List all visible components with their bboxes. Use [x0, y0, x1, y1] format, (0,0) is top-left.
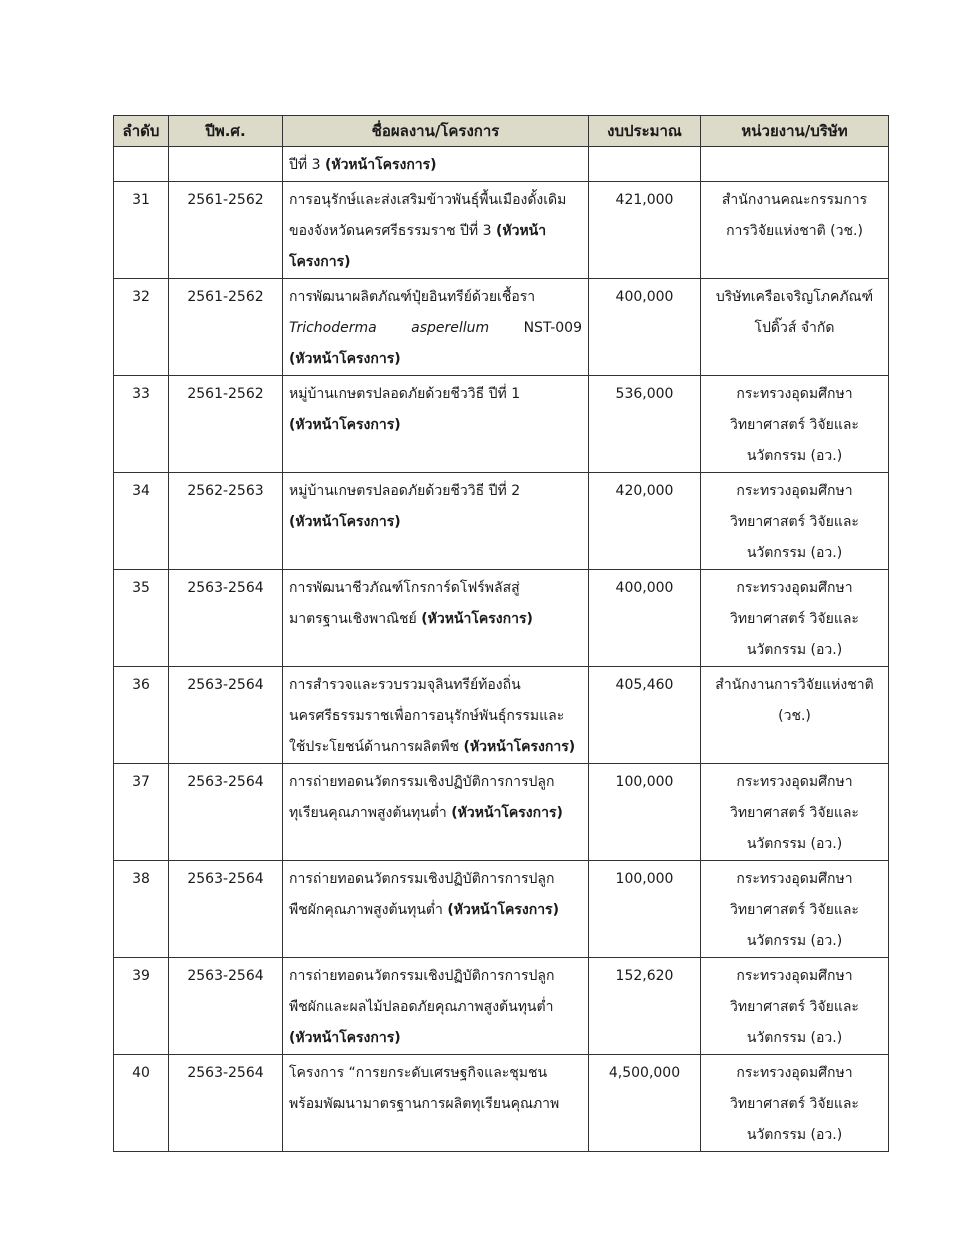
table-row	[114, 861, 889, 958]
cell-agency	[701, 376, 889, 473]
title-text: ใช้ประโยชน์ด้านการผลิตพืช	[289, 739, 464, 755]
agency-line: วิทยาศาสตร์ วิจัยและ	[730, 805, 859, 821]
title-line	[289, 476, 582, 507]
agency-line: สำนักงานการวิจัยแห่งชาติ	[715, 677, 874, 693]
title-text: การพัฒนาชีวภัณฑ์โกรการ์ดโฟร์พลัสสู่	[289, 580, 520, 596]
title-line	[289, 767, 582, 798]
title-line	[289, 379, 582, 410]
cell-budget	[589, 182, 701, 279]
cell-year	[169, 1055, 283, 1152]
title-line	[289, 670, 582, 701]
row-number: 31	[132, 192, 150, 208]
table-row	[114, 279, 889, 376]
cell-year	[169, 147, 283, 182]
row-year: 2563-2564	[187, 677, 264, 693]
cell-year	[169, 667, 283, 764]
title-text: (หัวหน้าโครงการ)	[289, 1030, 401, 1046]
agency-line: สำนักงานคณะกรรมการ	[721, 192, 868, 208]
row-year: 2563-2564	[187, 774, 264, 790]
cell-title	[283, 861, 589, 958]
agency-line: กระทรวงอุดมศึกษา	[736, 386, 853, 402]
row-budget: 400,000	[615, 580, 674, 596]
cell-title	[283, 473, 589, 570]
cell-year	[169, 570, 283, 667]
title-line	[289, 1023, 582, 1054]
row-budget	[589, 147, 700, 181]
cell-year	[169, 473, 283, 570]
cell-agency	[701, 764, 889, 861]
row-year: 2563-2564	[187, 968, 264, 984]
title-text: นครศรีธรรมราชเพื่อการอนุรักษ์พันธุ์กรรมและ	[289, 708, 565, 724]
title-text: พืชผักคุณภาพสูงต้นทุนต่ำ	[289, 902, 448, 918]
table-row	[114, 147, 889, 182]
cell-budget	[589, 764, 701, 861]
row-budget: 400,000	[615, 289, 674, 305]
row-number: 38	[132, 871, 150, 887]
title-text: (หัวหน้าโครงการ)	[324, 157, 437, 173]
header-budget: งบประมาณ	[589, 116, 701, 147]
agency-line: โปดิ๊วส์ จำกัด	[754, 320, 835, 336]
cell-title	[283, 958, 589, 1055]
title-line	[289, 1089, 582, 1120]
agency-line: นวัตกรรม (อว.)	[746, 933, 843, 949]
header-title: ชื่อผลงาน/โครงการ	[283, 116, 589, 147]
title-line	[289, 313, 582, 344]
row-number: 35	[132, 580, 150, 596]
title-text: พร้อมพัฒนามาตรฐานการผลิตทุเรียนคุณภาพ	[289, 1096, 560, 1112]
row-year: 2561-2562	[187, 192, 264, 208]
cell-budget	[589, 376, 701, 473]
cell-year	[169, 764, 283, 861]
row-year	[169, 147, 282, 181]
row-number: 36	[132, 677, 150, 693]
table-row	[114, 570, 889, 667]
cell-no	[114, 376, 169, 473]
title-text: การถ่ายทอดนวัตกรรมเชิงปฏิบัติการการปลูก	[289, 871, 555, 887]
cell-year	[169, 861, 283, 958]
title-line	[289, 732, 582, 763]
cell-no	[114, 667, 169, 764]
title-line	[289, 410, 582, 441]
cell-no	[114, 147, 169, 182]
cell-agency	[701, 667, 889, 764]
title-line	[289, 604, 582, 635]
agency-line: กระทรวงอุดมศึกษา	[736, 1065, 853, 1081]
cell-title	[283, 1055, 589, 1152]
title-line	[289, 344, 582, 375]
row-year: 2563-2564	[187, 871, 264, 887]
cell-agency	[701, 1055, 889, 1152]
agency-line: นวัตกรรม (อว.)	[746, 1030, 843, 1046]
cell-no	[114, 764, 169, 861]
agency-line: กระทรวงอุดมศึกษา	[736, 968, 853, 984]
agency-line: บริษัทเครือเจริญโภคภัณฑ์	[715, 289, 874, 305]
cell-title	[283, 764, 589, 861]
title-text: โครงการ)	[289, 254, 351, 270]
cell-budget	[589, 147, 701, 182]
cell-agency	[701, 182, 889, 279]
cell-budget	[589, 473, 701, 570]
title-line	[289, 216, 582, 247]
title-line	[289, 282, 582, 313]
header-year: ปีพ.ศ.	[169, 116, 283, 147]
title-text: การถ่ายทอดนวัตกรรมเชิงปฏิบัติการการปลูก	[289, 774, 555, 790]
title-text: การสำรวจและรวบรวมจุลินทรีย์ท้องถิ่น	[289, 677, 521, 693]
title-text: ทุเรียนคุณภาพสูงต้นทุนต่ำ	[289, 805, 452, 821]
table-row	[114, 182, 889, 279]
title-text: ปีที่ 3	[289, 157, 325, 173]
row-number: 39	[132, 968, 150, 984]
cell-no	[114, 570, 169, 667]
cell-title	[283, 147, 589, 182]
title-line	[289, 701, 582, 732]
table-row	[114, 1055, 889, 1152]
title-text: (หัวหน้าโครงการ)	[289, 417, 401, 433]
row-number: 40	[132, 1065, 150, 1081]
title-line	[289, 1058, 582, 1089]
row-year: 2561-2562	[187, 386, 264, 402]
row-year: 2563-2564	[187, 580, 264, 596]
agency-line: กระทรวงอุดมศึกษา	[736, 580, 853, 596]
title-text: หมู่บ้านเกษตรปลอดภัยด้วยชีววิธี ปีที่ 1	[289, 386, 521, 402]
row-year: 2561-2562	[187, 289, 264, 305]
agency-line: วิทยาศาสตร์ วิจัยและ	[730, 417, 859, 433]
cell-budget	[589, 279, 701, 376]
table-row	[114, 473, 889, 570]
title-line	[289, 185, 582, 216]
title-text: การถ่ายทอดนวัตกรรมเชิงปฏิบัติการการปลูก	[289, 968, 555, 984]
agency-line: นวัตกรรม (อว.)	[746, 836, 843, 852]
title-text: การพัฒนาผลิตภัณฑ์ปุ๋ยอินทรีย์ด้วยเชื้อรา	[289, 289, 536, 305]
row-number	[114, 147, 168, 181]
cell-no	[114, 279, 169, 376]
cell-agency	[701, 958, 889, 1055]
title-line	[289, 798, 582, 829]
title-text: การอนุรักษ์และส่งเสริมข้าวพันธุ์พื้นเมืองดั้งเดิม	[289, 192, 567, 208]
row-year: 2563-2564	[187, 1065, 264, 1081]
title-text: (หัวหน้าโครงการ)	[451, 805, 563, 821]
cell-agency	[701, 279, 889, 376]
table-row	[114, 376, 889, 473]
row-number: 32	[132, 289, 150, 305]
cell-title	[283, 667, 589, 764]
agency-line: นวัตกรรม (อว.)	[746, 642, 843, 658]
cell-no	[114, 473, 169, 570]
agency-line: วิทยาศาสตร์ วิจัยและ	[730, 999, 859, 1015]
title-line	[289, 507, 582, 538]
cell-no	[114, 182, 169, 279]
title-line	[289, 573, 582, 604]
row-budget: 100,000	[615, 871, 674, 887]
cell-agency	[701, 861, 889, 958]
title-line	[289, 961, 582, 992]
row-budget: 421,000	[615, 192, 674, 208]
cell-agency	[701, 570, 889, 667]
cell-title	[283, 570, 589, 667]
row-year: 2562-2563	[187, 483, 264, 499]
table-row	[114, 764, 889, 861]
title-text: (หัวหน้าโครงการ)	[421, 611, 533, 627]
row-budget: 100,000	[615, 774, 674, 790]
cell-no	[114, 958, 169, 1055]
title-text: ของจังหวัดนครศรีธรรมราช ปีที่ 3	[289, 223, 496, 239]
agency-line: กระทรวงอุดมศึกษา	[736, 774, 853, 790]
agency-line: (วช.)	[778, 708, 811, 724]
row-number: 33	[132, 386, 150, 402]
cell-no	[114, 1055, 169, 1152]
cell-budget	[589, 958, 701, 1055]
title-text: (หัวหน้าโครงการ)	[447, 902, 559, 918]
title-line	[289, 895, 582, 926]
row-budget: 420,000	[615, 483, 674, 499]
cell-agency	[701, 473, 889, 570]
cell-year	[169, 279, 283, 376]
title-line	[289, 247, 582, 278]
row-budget: 4,500,000	[608, 1065, 681, 1081]
agency-line: กระทรวงอุดมศึกษา	[736, 871, 853, 887]
title-text: โครงการ “การยกระดับเศรษฐกิจและชุมชน	[289, 1065, 548, 1081]
cell-budget	[589, 570, 701, 667]
title-text: พืชผักและผลไม้ปลอดภัยคุณภาพสูงต้นทุนต่ำ	[289, 999, 554, 1015]
agency-line: การวิจัยแห่งชาติ (วช.)	[726, 223, 863, 239]
agency-line: นวัตกรรม (อว.)	[746, 545, 843, 561]
cell-title	[283, 182, 589, 279]
cell-budget	[589, 1055, 701, 1152]
cell-budget	[589, 667, 701, 764]
projects-table	[113, 115, 889, 1152]
agency-line: วิทยาศาสตร์ วิจัยและ	[730, 514, 859, 530]
cell-year	[169, 958, 283, 1055]
agency-line: นวัตกรรม (อว.)	[746, 1127, 843, 1143]
agency-line: วิทยาศาสตร์ วิจัยและ	[730, 611, 859, 627]
cell-no	[114, 861, 169, 958]
table-row	[114, 667, 889, 764]
title-text: มาตรฐานเชิงพาณิชย์	[289, 611, 422, 627]
row-number: 37	[132, 774, 150, 790]
title-text: หมู่บ้านเกษตรปลอดภัยด้วยชีววิธี ปีที่ 2	[289, 483, 521, 499]
table-header-row	[114, 116, 889, 147]
agency-line: วิทยาศาสตร์ วิจัยและ	[730, 902, 859, 918]
cell-title	[283, 376, 589, 473]
agency-line: กระทรวงอุดมศึกษา	[736, 483, 853, 499]
title-text: (หัวหน้าโครงการ)	[289, 514, 401, 530]
title-line	[289, 992, 582, 1023]
row-number: 34	[132, 483, 150, 499]
title-text: (หัวหน้าโครงการ)	[463, 739, 576, 755]
cell-agency	[701, 147, 889, 182]
cell-year	[169, 182, 283, 279]
title-text: (หัวหน้าโครงการ)	[289, 351, 401, 367]
row-budget: 405,460	[615, 677, 674, 693]
header-no: ลำดับ	[114, 116, 169, 147]
cell-title	[283, 279, 589, 376]
cell-budget	[589, 861, 701, 958]
agency-line: วิทยาศาสตร์ วิจัยและ	[730, 1096, 859, 1112]
header-agency: หน่วยงาน/บริษัท	[701, 116, 889, 147]
agency-line: นวัตกรรม (อว.)	[746, 448, 843, 464]
title-line	[289, 864, 582, 895]
table-row	[114, 958, 889, 1055]
row-budget: 536,000	[615, 386, 674, 402]
title-text: Trichoderma	[289, 320, 377, 336]
title-text: NST-009	[523, 320, 582, 336]
row-budget: 152,620	[615, 968, 674, 984]
title-text: asperellum	[411, 320, 490, 336]
title-line	[289, 150, 582, 181]
cell-year	[169, 376, 283, 473]
title-text: (หัวหน้า	[495, 223, 547, 239]
